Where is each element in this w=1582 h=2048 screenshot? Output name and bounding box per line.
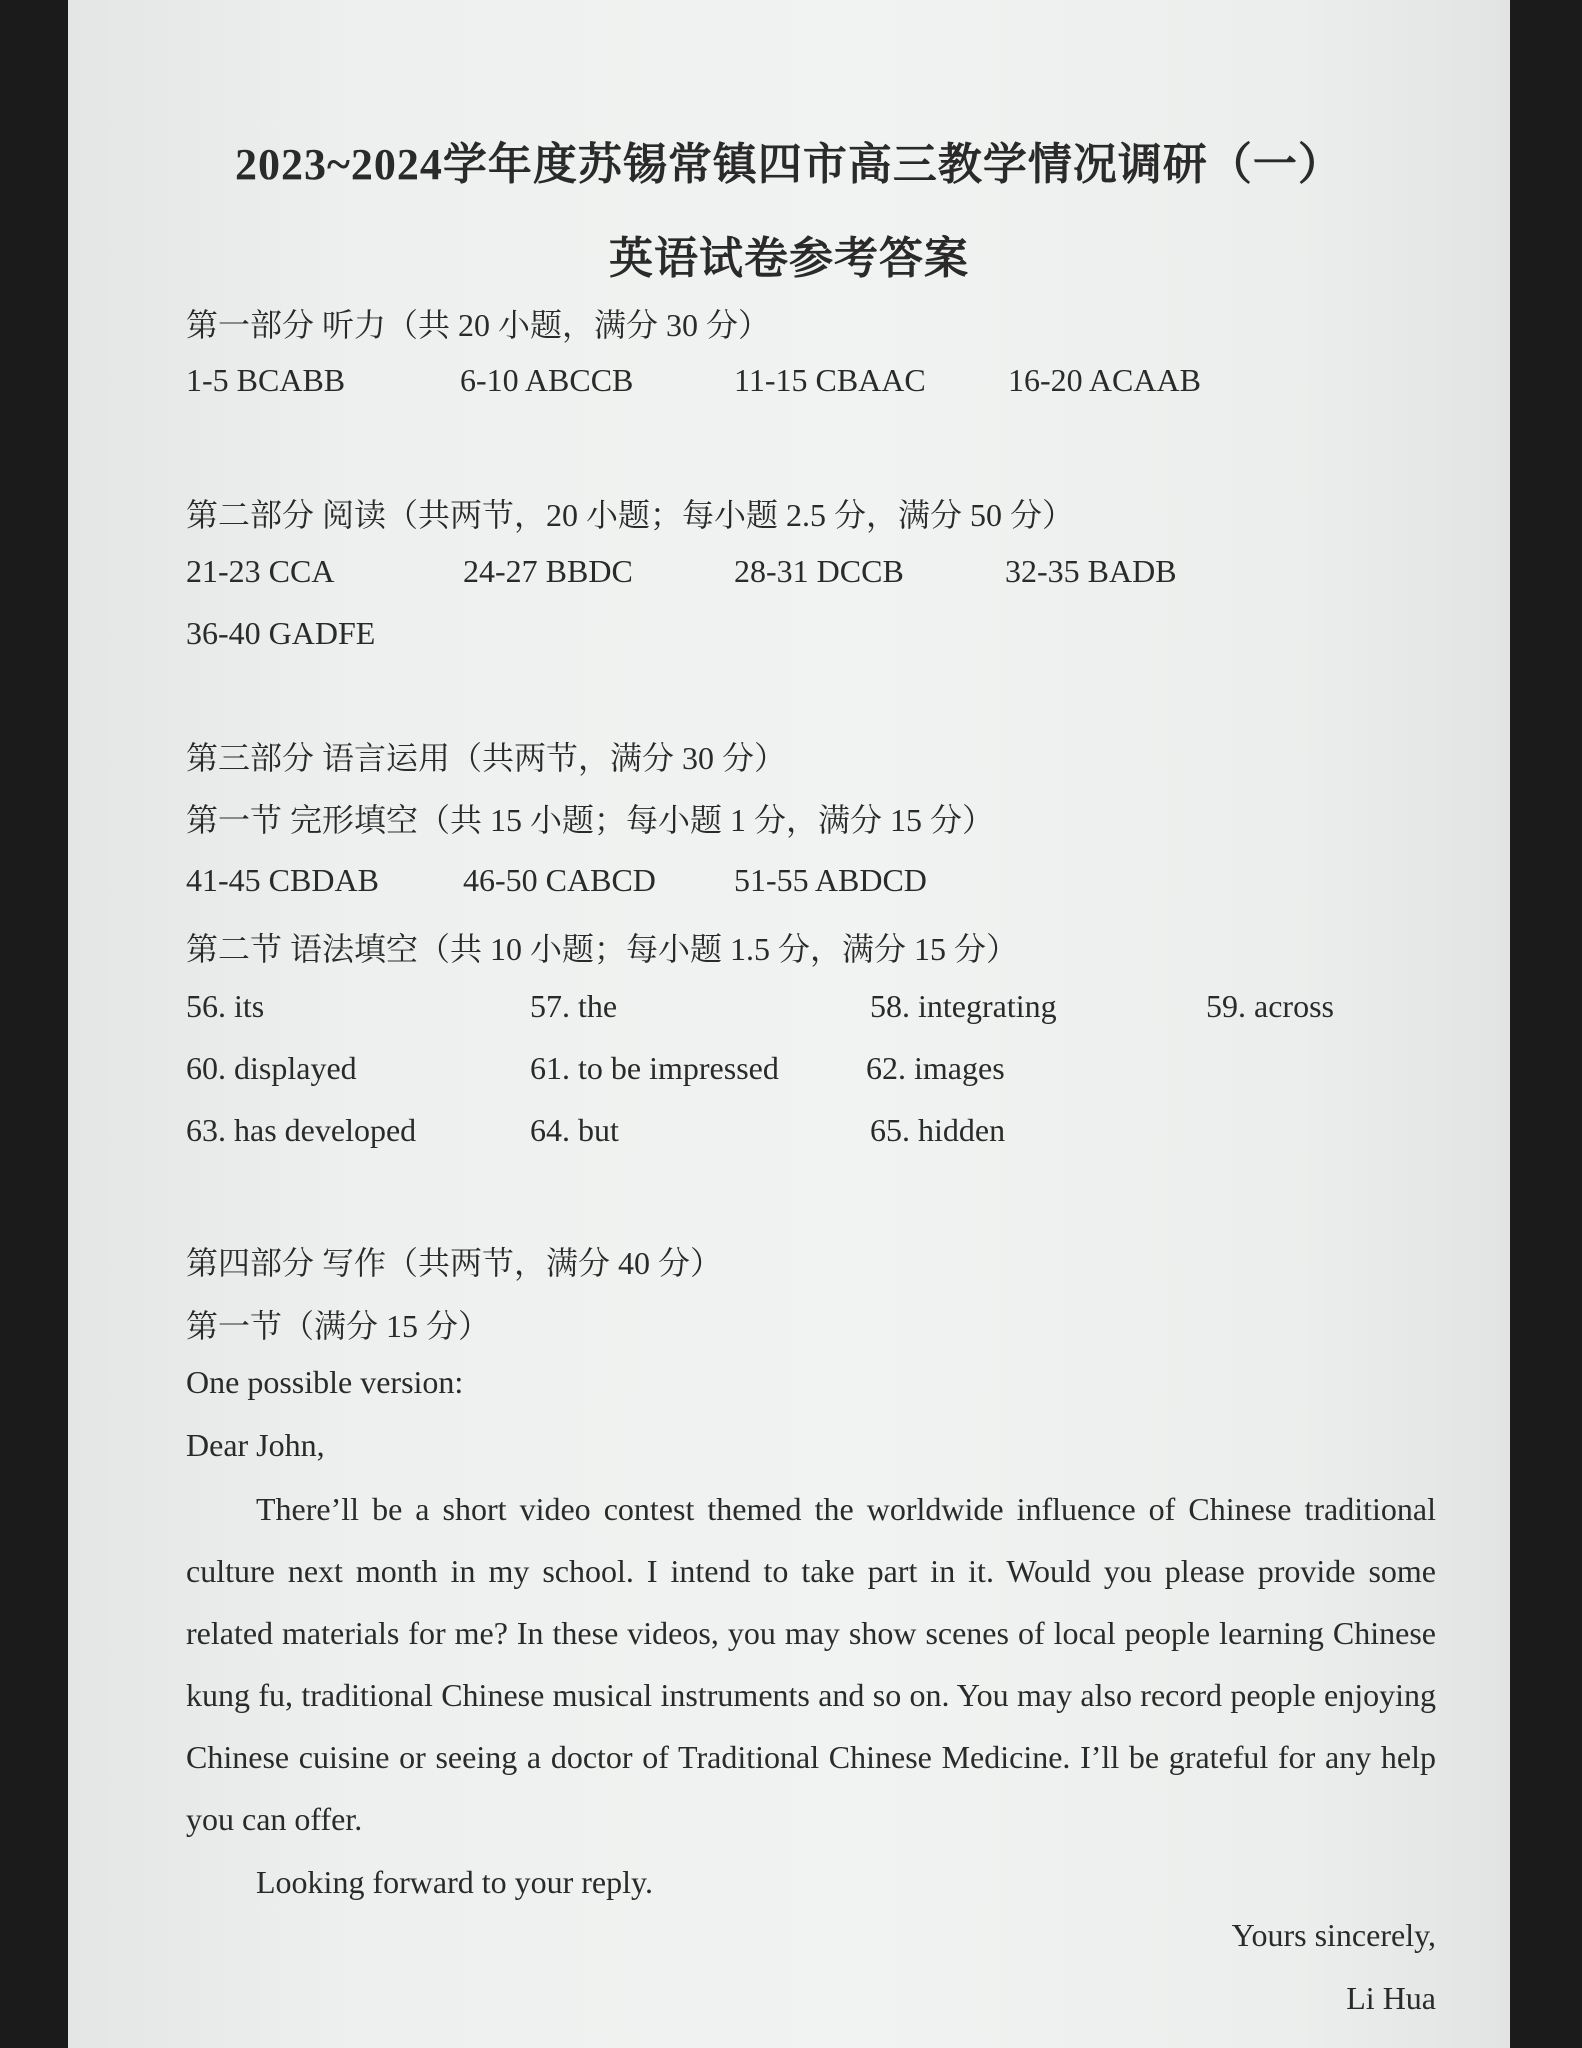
part2-answer: 24-27 BBDC <box>463 553 633 589</box>
part3-heading: 第三部分 语言运用（共两节，满分 30 分） <box>186 740 787 776</box>
letter-closing-line: Looking forward to your reply. <box>256 1864 653 1900</box>
grammar-answer: 60. displayed <box>186 1050 357 1086</box>
document-subtitle: 英语试卷参考答案 <box>609 234 969 283</box>
answer-sheet-page <box>68 0 1510 2048</box>
grammar-answer: 63. has developed <box>186 1112 417 1148</box>
part1-answer: 16-20 ACAAB <box>1008 362 1201 398</box>
part4-heading: 第四部分 写作（共两节，满分 40 分） <box>186 1245 723 1281</box>
part4-section1-heading: 第一节（满分 15 分） <box>186 1308 491 1344</box>
part2-heading: 第二部分 阅读（共两节，20 小题；每小题 2.5 分，满分 50 分） <box>186 497 1075 533</box>
grammar-answer: 59. across <box>1206 988 1334 1024</box>
grammar-answer: 58. integrating <box>870 988 1057 1024</box>
letter-salutation: Dear John, <box>186 1427 325 1463</box>
cloze-answer: 51-55 ABDCD <box>734 862 927 898</box>
part1-answer: 1-5 BCABB <box>186 362 346 398</box>
grammar-answer: 61. to be impressed <box>530 1050 779 1086</box>
grammar-answer: 62. images <box>866 1050 1005 1086</box>
cloze-answer: 41-45 CBDAB <box>186 862 379 898</box>
letter-signature: Li Hua <box>1346 1980 1436 2016</box>
cloze-answer: 46-50 CABCD <box>463 862 656 898</box>
part1-answer: 11-15 CBAAC <box>734 362 926 398</box>
part3-section2-heading: 第二节 语法填空（共 10 小题；每小题 1.5 分，满分 15 分） <box>186 931 1019 967</box>
part2-answer: 28-31 DCCB <box>734 553 904 589</box>
document-title: 2023~2024学年度苏锡常镇四市高三教学情况调研（一） <box>235 140 1343 189</box>
version-label: One possible version: <box>186 1364 464 1400</box>
letter-sign-off: Yours sincerely, <box>1231 1917 1436 1953</box>
part2-answer: 32-35 BADB <box>1005 553 1177 589</box>
part1-answer: 6-10 ABCCB <box>460 362 634 398</box>
grammar-answer: 57. the <box>530 988 618 1024</box>
part3-section1-heading: 第一节 完形填空（共 15 小题；每小题 1 分，满分 15 分） <box>186 802 995 838</box>
part1-heading: 第一部分 听力（共 20 小题，满分 30 分） <box>186 307 771 343</box>
grammar-answer: 65. hidden <box>870 1112 1006 1148</box>
grammar-answer: 64. but <box>530 1112 619 1148</box>
part2-answer: 21-23 CCA <box>186 553 335 589</box>
grammar-answer: 56. its <box>186 988 265 1024</box>
letter-body: There’ll be a short video contest themed the worldwide influence of Chinese traditional culture next month in my school. I intend to take part in it. Would you please provide some related materials for me? In these videos, you may show scenes of local people learning Chinese kung fu, traditional Chinese musical instruments and so on. You may also record people enjoying Chinese cuisine or seeing a doctor of Traditional Chinese Medicine. I’ll be grateful for any help you can offer. <box>186 1491 1436 1837</box>
part2-answer: 36-40 GADFE <box>186 615 376 651</box>
